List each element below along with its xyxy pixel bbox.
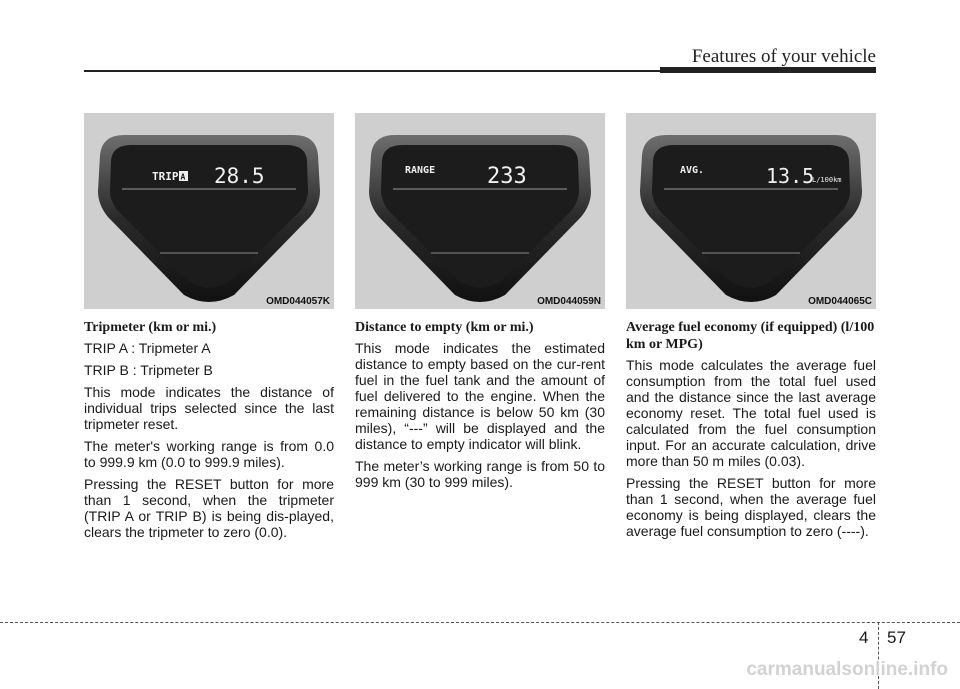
figure-code: OMD044059N [537, 296, 601, 307]
lcd-value: 13.5 [766, 164, 815, 188]
footer-rule [0, 622, 960, 623]
chapter-number: 4 [859, 628, 869, 647]
lcd-unit: L/100km [812, 176, 842, 184]
paragraph: TRIP B : Tripmeter B [84, 362, 213, 378]
paragraph: The meter’s working range is from 50 to 999 km (30 to 999 miles). [355, 458, 605, 490]
figure-code: OMD044065C [808, 296, 872, 307]
paragraph: The meter's working range is from 0.0 to 999.9 km (0.0 to 999.9 miles). [84, 438, 334, 470]
paragraph: TRIP A : Tripmeter A [84, 340, 211, 356]
column-distance-to-empty [355, 113, 605, 496]
paragraph: Pressing the RESET button for more than 1 second, when the average fuel economy is being displayed, clears the average fuel consumption to zero (----). [626, 475, 876, 539]
paragraph: This mode indicates the distance of individual trips selected since the last tripmeter reset. [84, 384, 334, 432]
column-tripmeter [84, 113, 334, 546]
cluster-display-illustration [355, 113, 605, 309]
lcd-mode-label: TRIP [152, 170, 179, 183]
trip-badge-letter: A [180, 172, 186, 182]
paragraph: This mode indicates the estimated distance to empty based on the cur-rent fuel in the fuel tank and the amount of fuel delivered to the engine. When the remaining distance is below 50 km (30 miles), “---” will be displayed and the distance to empty indicator will blink. [355, 340, 605, 452]
section-heading: Average fuel economy (if equipped) (l/100 km or MPG) [626, 320, 875, 352]
paragraph: This mode calculates the average fuel consumption from the total fuel used and the distance since the last average economy reset. The total fuel used is calculated from the fuel consumption input. For an accurate calculation, drive more than 50 m miles (0.03). [626, 357, 876, 469]
paragraph: Pressing the RESET button for more than 1 second, when the tripmeter (TRIP A or TRIP B) is being dis-played, clears the tripmeter to zero (0.0). [84, 476, 334, 540]
lcd-value: 233 [487, 164, 527, 189]
figure-code: OMD044057K [266, 296, 330, 307]
lcd-mode-label: RANGE [405, 165, 436, 176]
figure-range [355, 113, 605, 309]
figure-tripmeter [84, 113, 334, 309]
lcd-value: 28.5 [214, 164, 265, 188]
cluster-display-illustration [626, 113, 876, 309]
lcd-mode-label: AVG. [680, 165, 705, 176]
page-number: 57 [887, 628, 906, 647]
page-header-title: Features of your vehicle [691, 46, 876, 67]
watermark: carmanualsonline.info [746, 659, 948, 680]
header-rule-accent [660, 67, 876, 73]
column-average-fuel-economy [626, 113, 876, 545]
section-heading: Tripmeter (km or mi.) [84, 320, 217, 335]
section-heading: Distance to empty (km or mi.) [355, 320, 534, 335]
figure-average-economy [626, 113, 876, 309]
cluster-display-illustration [84, 113, 334, 309]
